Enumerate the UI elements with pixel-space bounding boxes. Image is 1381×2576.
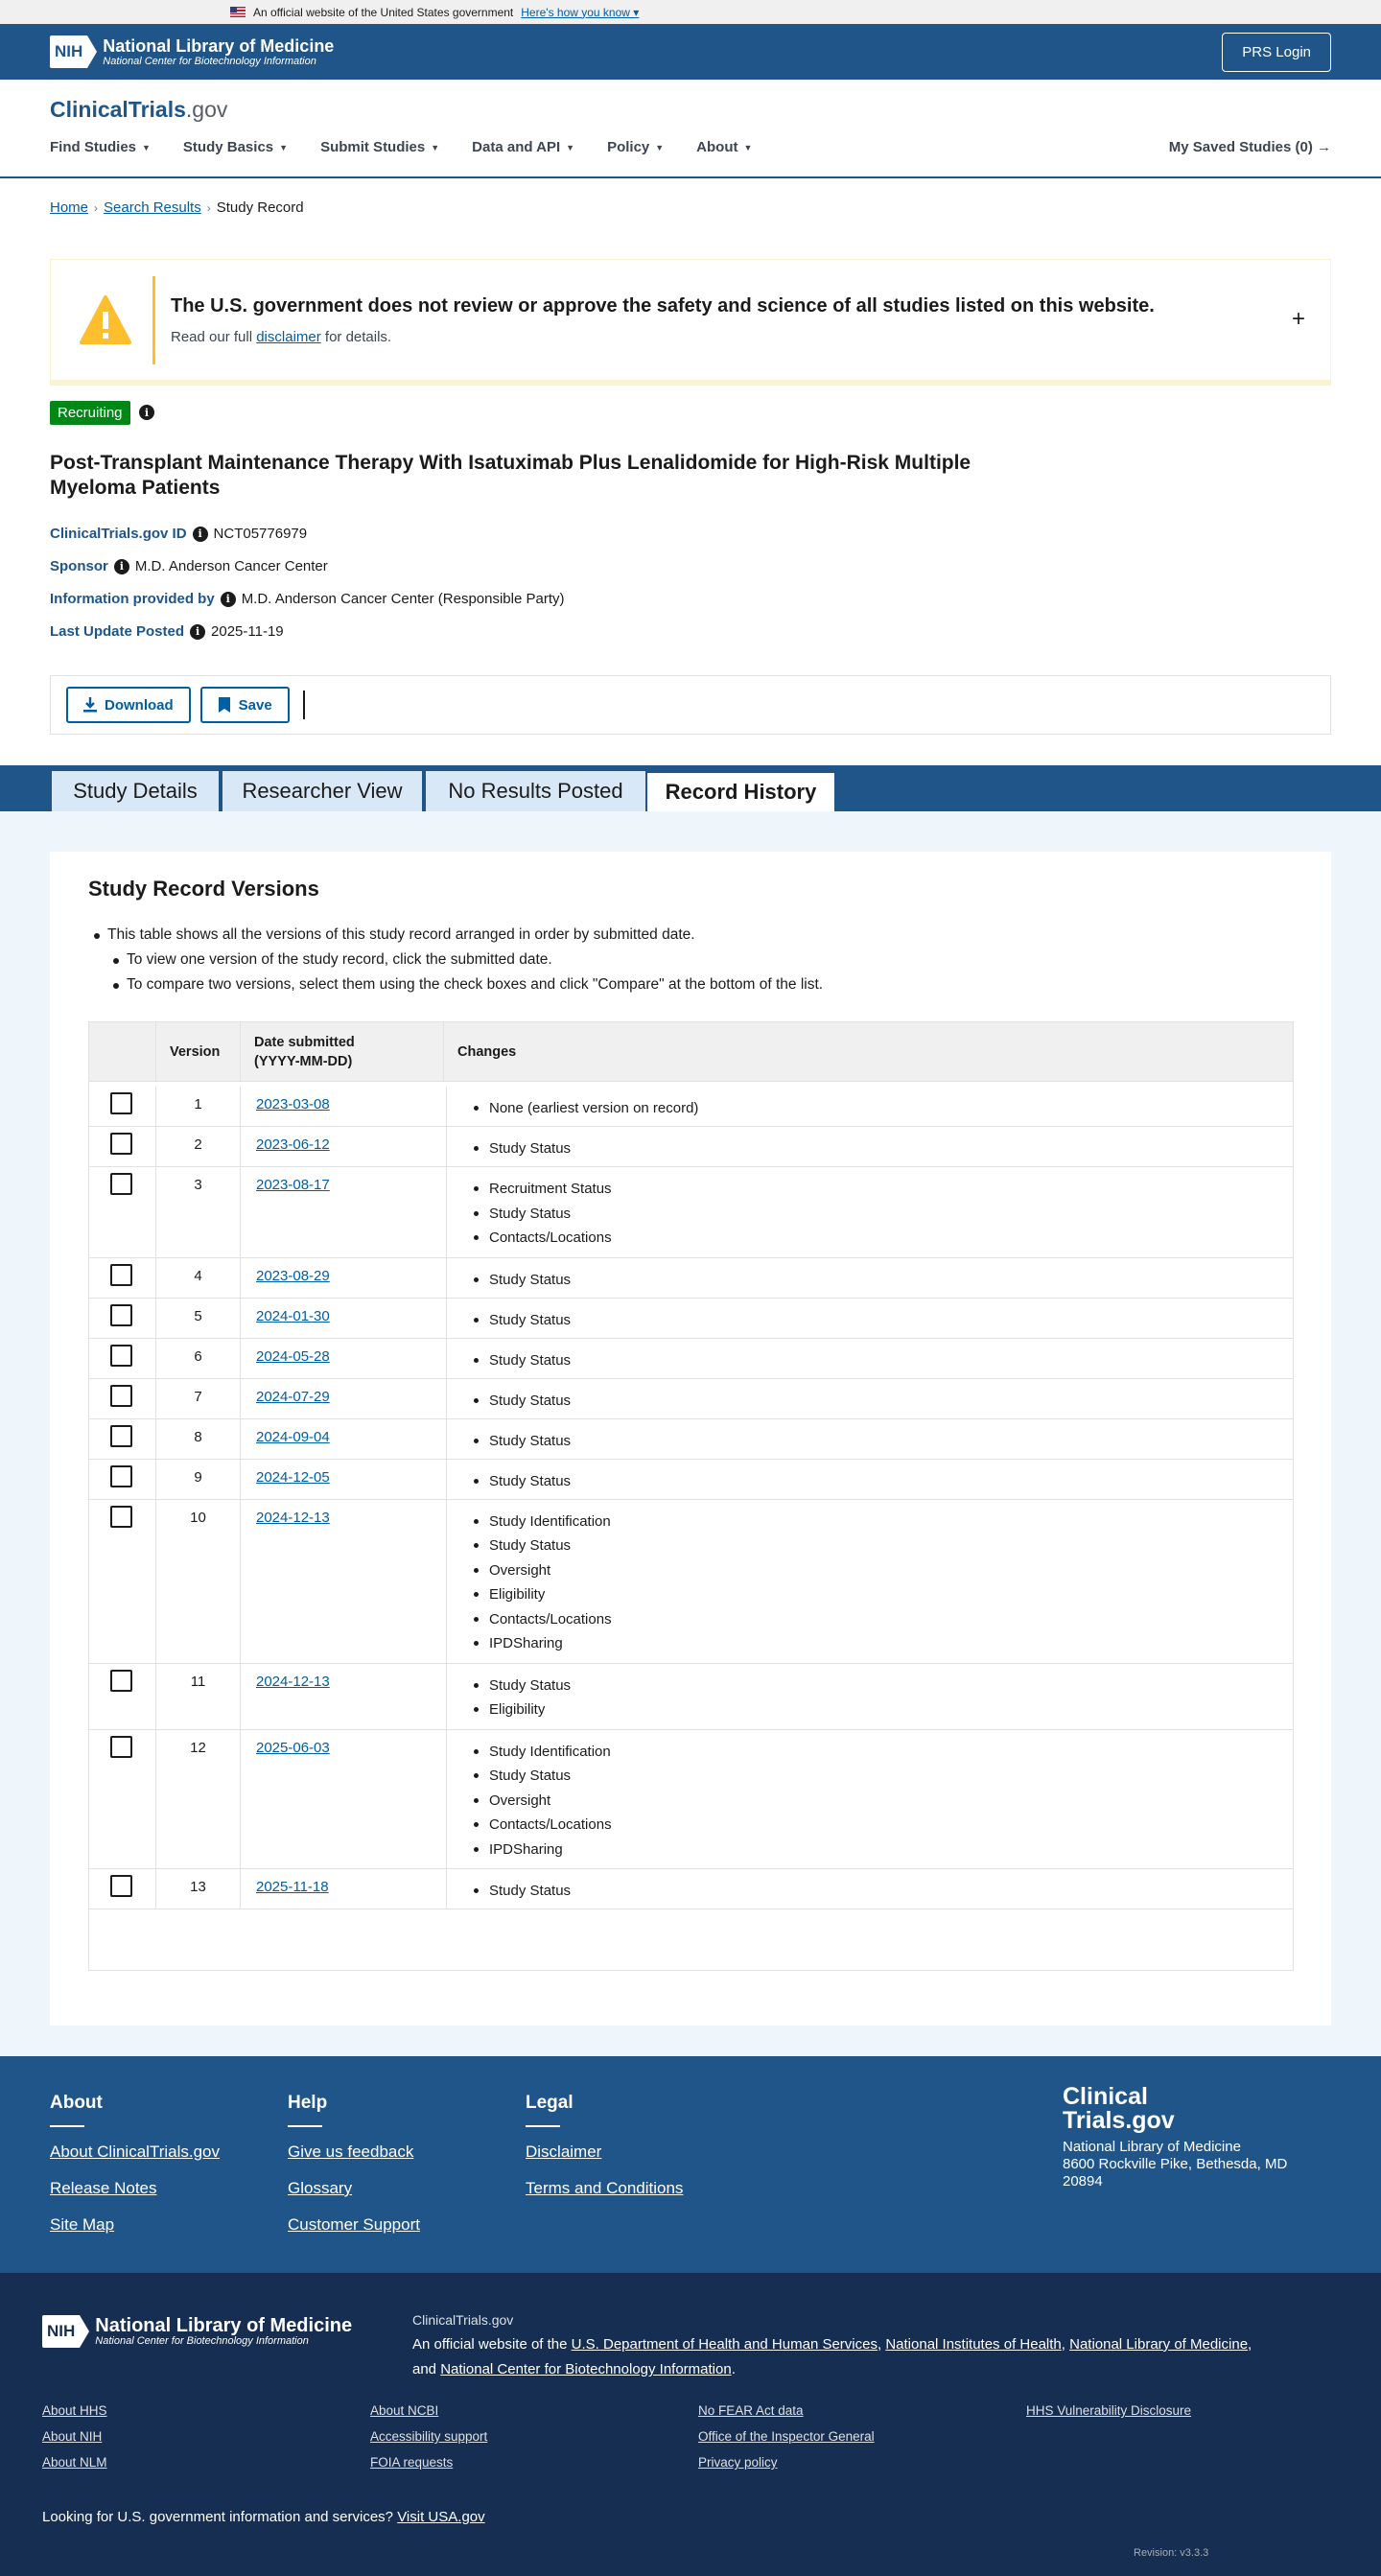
footer-help: Help Give us feedback Glossary Customer Support	[288, 2093, 420, 2234]
table-row	[89, 1339, 1293, 1379]
table-row	[89, 1460, 1293, 1500]
date-cell	[241, 1664, 447, 1729]
version-cell	[156, 1500, 241, 1663]
version-checkbox[interactable]	[110, 1670, 132, 1692]
version-checkbox[interactable]	[110, 1875, 132, 1897]
change-item: Study Status	[489, 1674, 571, 1698]
versions-title: Study Record Versions	[88, 877, 319, 901]
changes-cell	[447, 1379, 1293, 1418]
date-cell	[241, 1339, 447, 1378]
footer-link[interactable]: About HHS	[42, 2403, 107, 2418]
version-number: 8	[194, 1428, 202, 1445]
changes-cell	[447, 1339, 1293, 1378]
meta-id: ClinicalTrials.gov ID i NCT05776979	[50, 526, 308, 542]
footer-link[interactable]: Site Map	[50, 2215, 115, 2234]
change-item: Study Status	[489, 1429, 571, 1454]
chevron-down-icon: ▼	[743, 142, 753, 152]
change-item: Study Status	[489, 1534, 612, 1558]
footer-link[interactable]: Glossary	[288, 2179, 353, 2197]
changes-cell	[447, 1419, 1293, 1459]
select-cell	[89, 1127, 156, 1166]
version-cell	[156, 1167, 241, 1257]
nih-mark-icon: NIH	[42, 2315, 89, 2348]
footer-address: National Library of Medicine 8600 Rockville Pike, Bethesda, MD 20894	[1063, 2139, 1288, 2190]
footer-link[interactable]: HHS Vulnerability Disclosure	[1026, 2403, 1192, 2418]
change-item: Oversight	[489, 1789, 612, 1814]
version-number: 1	[194, 1096, 202, 1112]
footer-link[interactable]: About NIH	[42, 2429, 103, 2444]
download-icon	[83, 697, 97, 713]
version-number: 4	[194, 1267, 202, 1284]
header-date: Date submitted (YYYY-MM-DD)	[241, 1022, 444, 1082]
select-cell	[89, 1087, 156, 1126]
site-logo[interactable]: ClinicalTrials.gov	[50, 97, 228, 122]
version-cell	[156, 1379, 241, 1418]
nlm-title: National Library of Medicine	[103, 36, 335, 56]
gov-banner	[0, 0, 1381, 24]
version-number: 9	[194, 1468, 202, 1486]
nav-policy[interactable]: Policy ▼	[607, 139, 665, 155]
date-cell	[241, 1419, 447, 1459]
version-cell	[156, 1339, 241, 1378]
footer-about: About About ClinicalTrials.gov Release Notes Site Map	[50, 2093, 220, 2234]
date-cell	[241, 1127, 447, 1166]
nlm-links-col-3	[698, 2403, 875, 2481]
date-cell	[241, 1460, 447, 1499]
changes-cell	[447, 1730, 1293, 1869]
table-row	[89, 1379, 1293, 1419]
breadcrumb-search-results[interactable]: Search Results	[104, 199, 201, 216]
date-submitted-link[interactable]: 2023-03-08	[256, 1096, 330, 1112]
date-submitted-link[interactable]: 2024-01-30	[256, 1307, 330, 1324]
changes-cell	[447, 1460, 1293, 1499]
table-row	[89, 1500, 1293, 1664]
changes-cell	[447, 1664, 1293, 1729]
version-number: 12	[190, 1739, 206, 1756]
meta-sponsor: Sponsor i M.D. Anderson Cancer Center	[50, 558, 328, 574]
change-item: Contacts/Locations	[489, 1607, 612, 1632]
info-icon[interactable]: i	[221, 592, 236, 607]
select-cell	[89, 1500, 156, 1663]
table-row	[89, 1664, 1293, 1730]
heres-how-link[interactable]: Here's how you know ▾	[521, 5, 640, 19]
table-row	[89, 1258, 1293, 1299]
nlm-footer-logo[interactable]: NIH National Library of Medicine National Center for Biotechnology Information	[42, 2315, 352, 2348]
table-row	[89, 1167, 1293, 1258]
meta-info-provided: Information provided by i M.D. Anderson Cancer Center (Responsible Party)	[50, 591, 565, 607]
date-cell	[241, 1500, 447, 1663]
date-cell	[241, 1869, 447, 1909]
nlm-links-col-4	[1026, 2403, 1191, 2429]
changes-cell	[447, 1869, 1293, 1909]
select-cell	[89, 1730, 156, 1869]
change-item: Study Status	[489, 1389, 571, 1414]
revision-text: Revision: v3.3.3	[1134, 2547, 1209, 2559]
chevron-down-icon: ▼	[566, 142, 575, 152]
change-item: Study Status	[489, 1202, 612, 1227]
change-item: Study Status	[489, 1879, 571, 1904]
version-checkbox[interactable]	[110, 1304, 132, 1326]
disclaimer-heading: The U.S. government does not review or approve the safety and science of all studies listed on this website.	[171, 294, 1155, 316]
version-number: 11	[190, 1673, 206, 1690]
change-item: Study Status	[489, 1268, 571, 1293]
date-submitted-link[interactable]: 2024-12-13	[256, 1509, 330, 1526]
table-row	[89, 1127, 1293, 1167]
changes-cell	[447, 1500, 1293, 1663]
breadcrumb	[50, 199, 304, 216]
date-submitted-link[interactable]: 2024-05-28	[256, 1347, 330, 1365]
tab-no-results-posted[interactable]: No Results Posted	[424, 769, 647, 811]
site-footer	[0, 2056, 1381, 2273]
footer-link[interactable]: Give us feedback	[288, 2143, 414, 2161]
main-nav	[50, 139, 752, 155]
changes-cell	[447, 1087, 1293, 1126]
nav-data-api[interactable]: Data and API ▼	[472, 139, 575, 155]
bullet	[113, 958, 119, 964]
ncbi-link[interactable]: National Center for Biotechnology Information	[440, 2361, 732, 2377]
version-cell	[156, 1664, 241, 1729]
date-submitted-link[interactable]: 2023-06-12	[256, 1136, 330, 1153]
change-item: IPDSharing	[489, 1631, 612, 1656]
changes-cell	[447, 1299, 1293, 1338]
footer-link[interactable]: About NCBI	[370, 2403, 439, 2418]
footer-link[interactable]: No FEAR Act data	[698, 2403, 804, 2418]
nav-submit-studies[interactable]: Submit Studies ▼	[320, 139, 440, 155]
date-cell	[241, 1730, 447, 1869]
status-badge: Recruiting	[50, 401, 130, 425]
change-item: Study Status	[489, 1764, 612, 1789]
chevron-right-icon: ›	[206, 200, 211, 215]
tab-researcher-view[interactable]: Researcher View	[221, 769, 424, 811]
version-checkbox[interactable]	[110, 1506, 132, 1528]
footer-link[interactable]: About NLM	[42, 2455, 107, 2470]
expand-plus-icon[interactable]: +	[1291, 306, 1305, 332]
change-item: Study Status	[489, 1308, 571, 1333]
tab-bar	[0, 765, 1381, 811]
info-icon[interactable]: i	[114, 559, 129, 574]
table-row	[89, 1419, 1293, 1460]
table-header	[89, 1022, 1293, 1082]
breadcrumb-current: Study Record	[216, 199, 304, 216]
date-cell	[241, 1379, 447, 1418]
table-row	[89, 1730, 1293, 1870]
breadcrumb-home[interactable]: Home	[50, 199, 89, 216]
disclaimer-body: Read our full disclaimer for details.	[171, 328, 392, 345]
header-version: Version	[156, 1022, 241, 1082]
info-icon[interactable]: i	[193, 527, 208, 542]
version-number: 5	[194, 1307, 202, 1324]
nih-link[interactable]: National Institutes of Health	[885, 2336, 1062, 2353]
change-item: None (earliest version on record)	[489, 1096, 698, 1121]
hhs-link[interactable]: U.S. Department of Health and Human Services	[571, 2336, 878, 2353]
nlm-link[interactable]: National Library of Medicine	[1069, 2336, 1249, 2353]
footer-link[interactable]: Accessibility support	[370, 2429, 488, 2444]
table-row	[89, 1087, 1293, 1127]
change-item: Contacts/Locations	[489, 1226, 612, 1251]
change-item: Study Identification	[489, 1740, 612, 1765]
nav-study-basics[interactable]: Study Basics ▼	[182, 139, 289, 155]
version-number: 2	[194, 1136, 202, 1153]
select-cell	[89, 1460, 156, 1499]
date-submitted-link[interactable]: 2024-09-04	[256, 1428, 330, 1445]
footer-link[interactable]: Terms and Conditions	[526, 2179, 684, 2197]
warning-icon	[80, 294, 131, 346]
meta-last-update: Last Update Posted i 2025-11-19	[50, 623, 284, 640]
change-item: Recruitment Status	[489, 1177, 612, 1202]
date-cell	[241, 1299, 447, 1338]
select-cell	[89, 1258, 156, 1298]
changes-cell	[447, 1167, 1293, 1257]
change-item: Contacts/Locations	[489, 1813, 612, 1838]
date-submitted-link[interactable]: 2024-07-29	[256, 1388, 330, 1405]
version-checkbox[interactable]	[110, 1264, 132, 1286]
last-update-value: 2025-11-19	[211, 623, 284, 640]
intro-line-2: To view one version of the study record, click the submitted date.	[127, 951, 552, 968]
version-cell	[156, 1299, 241, 1338]
info-provided-value: M.D. Anderson Cancer Center (Responsible Party)	[241, 591, 565, 607]
chevron-down-icon: ▼	[655, 142, 665, 152]
change-item: Study Status	[489, 1469, 571, 1494]
footer-legal: Legal Disclaimer Terms and Conditions	[526, 2093, 684, 2197]
version-checkbox[interactable]	[110, 1425, 132, 1447]
date-submitted-link[interactable]: 2023-08-29	[256, 1267, 330, 1284]
download-button[interactable]: Download	[66, 687, 191, 723]
nlm-footer	[0, 2273, 1381, 2576]
version-cell	[156, 1419, 241, 1459]
tab-record-history[interactable]: Record History	[647, 773, 834, 811]
nav-about[interactable]: About ▼	[696, 139, 753, 155]
change-item: IPDSharing	[489, 1838, 612, 1862]
version-checkbox[interactable]	[110, 1092, 132, 1114]
changes-cell	[447, 1127, 1293, 1166]
footer-logo[interactable]: Clinical Trials.gov	[1063, 2083, 1175, 2134]
actions-box	[50, 675, 1331, 735]
version-number: 6	[194, 1347, 202, 1365]
select-cell	[89, 1299, 156, 1338]
chevron-right-icon: ›	[94, 200, 99, 215]
version-cell	[156, 1258, 241, 1298]
intro-line-1: This table shows all the versions of this study record arranged in order by submitted date.	[107, 926, 695, 943]
version-checkbox[interactable]	[110, 1173, 132, 1195]
footer-link[interactable]: Release Notes	[50, 2179, 157, 2197]
select-cell	[89, 1419, 156, 1459]
version-checkbox[interactable]	[110, 1345, 132, 1367]
version-cell	[156, 1087, 241, 1126]
footer-brand	[1063, 2085, 1287, 2190]
header-changes: Changes	[457, 1044, 517, 1060]
study-title: Post-Transplant Maintenance Therapy With Isatuximab Plus Lenalidomide for High-Risk Multiple Myeloma Patients	[50, 452, 971, 499]
change-item: Oversight	[489, 1558, 612, 1583]
footer-link[interactable]: Disclaimer	[526, 2143, 602, 2161]
date-cell	[241, 1258, 447, 1298]
us-flag-icon	[230, 7, 246, 17]
saved-studies-link[interactable]: My Saved Studies (0) →	[1168, 139, 1331, 155]
date-submitted-link[interactable]: 2025-06-03	[256, 1739, 330, 1756]
changes-cell	[447, 1258, 1293, 1298]
table-row	[89, 1869, 1293, 1909]
bullet	[94, 933, 100, 939]
footer-link[interactable]: Privacy policy	[698, 2455, 778, 2470]
version-checkbox[interactable]	[110, 1465, 132, 1487]
date-submitted-link[interactable]: 2023-08-17	[256, 1177, 330, 1193]
version-checkbox[interactable]	[110, 1736, 132, 1758]
nih-mark-icon: NIH	[50, 35, 97, 68]
usa-gov-link[interactable]: Visit USA.gov	[397, 2509, 485, 2525]
versions-table	[88, 1021, 1294, 1971]
save-button[interactable]: Save	[200, 687, 290, 723]
actions-divider	[303, 691, 305, 719]
footer-link[interactable]: FOIA requests	[370, 2455, 454, 2470]
table-row	[89, 1299, 1293, 1339]
version-checkbox[interactable]	[110, 1385, 132, 1407]
header-select	[89, 1022, 156, 1082]
info-icon[interactable]: i	[139, 405, 154, 420]
nih-logo[interactable]	[50, 35, 334, 68]
bookmark-icon	[218, 697, 231, 713]
footer-link[interactable]: Office of the Inspector General	[698, 2429, 875, 2444]
date-submitted-link[interactable]: 2025-11-18	[256, 1879, 329, 1895]
chevron-down-icon: ▼	[431, 142, 440, 152]
chevron-down-icon: ▼	[279, 142, 289, 152]
date-cell	[241, 1087, 447, 1126]
change-item: Study Status	[489, 1348, 571, 1373]
nlm-links-col-2	[370, 2403, 487, 2481]
nav-find-studies[interactable]: Find Studies ▼	[50, 139, 151, 155]
disclaimer-link[interactable]: disclaimer	[256, 328, 321, 345]
version-checkbox[interactable]	[110, 1133, 132, 1155]
sponsor-value: M.D. Anderson Cancer Center	[134, 558, 328, 574]
select-cell	[89, 1379, 156, 1418]
footer-link[interactable]: Customer Support	[288, 2215, 420, 2234]
date-submitted-link[interactable]: 2024-12-13	[256, 1673, 330, 1690]
disclaimer-alert	[50, 259, 1331, 386]
version-cell	[156, 1869, 241, 1909]
version-cell	[156, 1460, 241, 1499]
version-number: 10	[190, 1509, 206, 1526]
select-cell	[89, 1869, 156, 1909]
nct-id: NCT05776979	[213, 526, 308, 542]
ncbi-subtitle: National Center for Biotechnology Information	[103, 56, 316, 67]
arrow-right-icon: →	[1317, 139, 1331, 155]
nlm-official-text: ClinicalTrials.gov An official website of the U.S. Department of Health and Human Services, National Institutes of Health, National Library of Medicine, and National Center for Biotechnology Information.	[412, 2312, 1252, 2377]
select-cell	[89, 1167, 156, 1257]
change-item: Eligibility	[489, 1698, 571, 1722]
footer-link[interactable]: About ClinicalTrials.gov	[50, 2143, 220, 2161]
info-icon[interactable]: i	[190, 624, 205, 640]
usa-gov-text: Looking for U.S. government information and services? Visit USA.gov	[42, 2509, 485, 2525]
version-number: 13	[190, 1879, 206, 1895]
version-cell	[156, 1730, 241, 1869]
version-number: 7	[194, 1388, 202, 1405]
nlm-links-col-1	[42, 2403, 107, 2481]
date-submitted-link[interactable]: 2024-12-05	[256, 1468, 330, 1486]
version-number: 3	[194, 1177, 202, 1193]
tab-study-details[interactable]: Study Details	[50, 769, 221, 811]
select-cell	[89, 1339, 156, 1378]
date-cell	[241, 1167, 447, 1257]
gov-banner-text: An official website of the United States government	[253, 5, 514, 19]
select-cell	[89, 1664, 156, 1729]
intro-line-3: To compare two versions, select them using the check boxes and click "Compare" at the bottom of the list.	[127, 976, 824, 993]
version-cell	[156, 1127, 241, 1166]
change-item: Study Identification	[489, 1510, 612, 1534]
chevron-down-icon: ▼	[142, 142, 151, 152]
nih-bar	[0, 24, 1381, 80]
site-header	[0, 80, 1381, 178]
change-item: Study Status	[489, 1136, 571, 1161]
change-item: Eligibility	[489, 1582, 612, 1607]
prs-login-button[interactable]: PRS Login	[1222, 33, 1331, 72]
bullet	[113, 983, 119, 989]
